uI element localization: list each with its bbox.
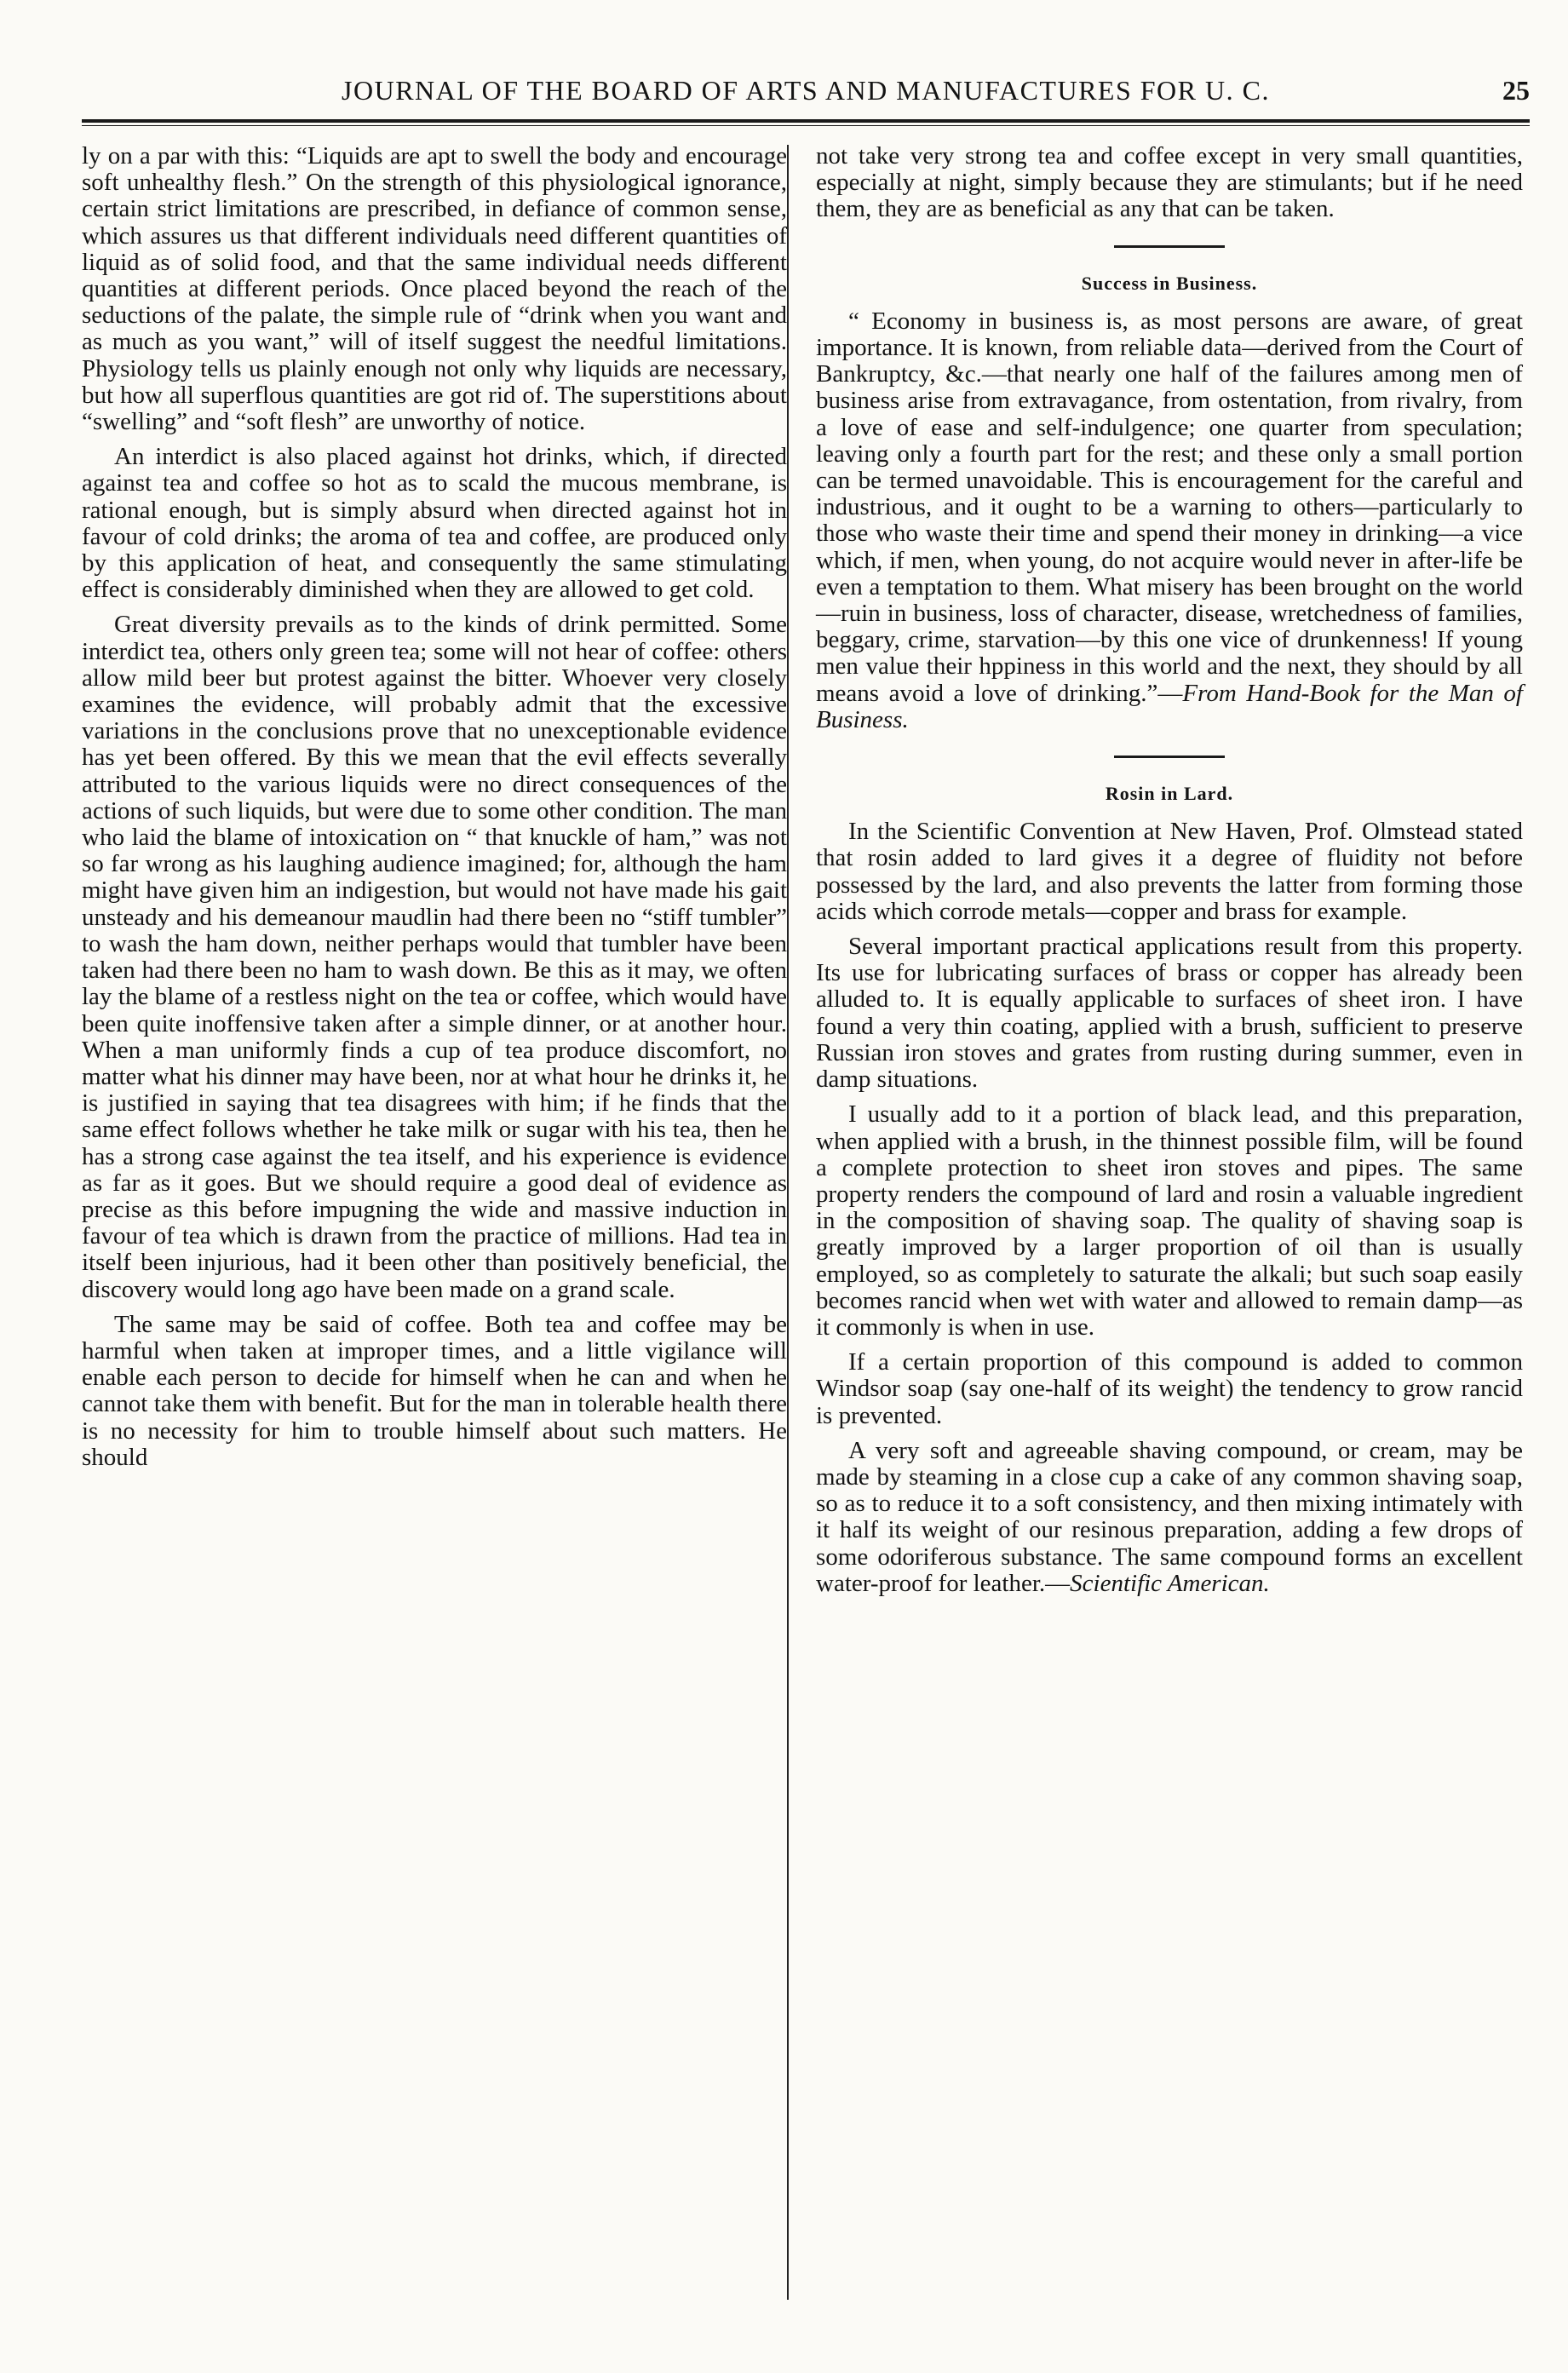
section-heading-success-in-business: Success in Business. <box>1081 272 1258 294</box>
paragraph: If a certain proportion of this compound is added to common Windsor soap (say one-half of its weight) the tendency to grow rancid is prevented. <box>816 1348 1523 1429</box>
right-column <box>816 143 1523 1606</box>
paragraph: In the Scientific Convention at New Haven, Prof. Olmstead stated that rosin added to lard gives it a degree of fluidity not before possessed by the lard, and also prevents the latter from forming those acids which corrode metals—copper and brass for example. <box>816 818 1523 925</box>
section-rule <box>1114 756 1225 758</box>
source-citation: Scientific American. <box>1070 1569 1270 1597</box>
paragraph-continuation: not take very strong tea and coffee except in very small quantities, especially at night, simply because they are stimulants; but if he need them, they are as beneficial as any that can be taken. <box>816 142 1523 223</box>
paragraph-text: A very soft and agreeable shaving compound, or cream, may be made by steaming in a close cup a cake of any common shaving soap, so as to reduce it to a soft consistency, and then mixing intimately with it half its weight of our resinous preparation, adding a few drops of some odoriferous substance. The same compound forms an excellent water-proof for leather.— <box>816 1436 1523 1597</box>
section-heading-rosin-in-lard: Rosin in Lard. <box>1105 783 1234 805</box>
paragraph <box>816 308 1523 733</box>
left-column <box>82 143 787 1480</box>
paragraph: Great diversity prevails as to the kinds of drink permitted. Some interdict tea, others only green tea; some will not hear of coffee: others allow mild beer but protest against the bitter. Whoever very closely examines the evidence, will probably admit that the excessive variations in the conclusions prove that no unexceptionable evidence has yet been offered. By this we mean that the evil effects severally attributed to the various liquids were no direct consequences of the actions of such liquids, but were due to some other condition. The man who laid the blame of intoxication on “ that knuckle of ham,” was not so far wrong as his laughing audience imagined; for, although the ham might have given him an indigestion, but would not have made his gait unsteady and his demeanour maudlin had there been no “stiff tumbler” to wash the ham down, neither perhaps would that tumbler have been taken had there been no ham to wash down. Be this as it may, we often lay the blame of a restless night on the tea or coffee, which would have been quite inoffensive taken after a simple dinner, or at another hour. When a man uniformly finds a cup of tea produce discomfort, no matter what his dinner may have been, nor at what hour he drinks it, he is justified in saying that tea disagrees with him; if he finds that the same effect follows whether he take milk or sugar with his tea, then he has a strong case against the tea itself, and his experience is evidence as far as it goes. But we should require a good deal of evidence as precise as this before impugning the wide and massive induction in favour of tea which is drawn from the practice of millions. Had tea in itself been injurious, had it been other than positively beneficial, the discovery would long ago have been made on a grand scale. <box>82 611 787 1303</box>
paragraph-text: “ Economy in business is, as most persons are aware, of great importance. It is known, from reliable data—derived from the Court of Bankruptcy, &c.—that nearly one half of the failures among men of business arise from extravagance, from ostentation, from rivalry, from a love of ease and self-indulgence; one quarter from speculation; leaving only a fourth part for the rest; and these only a small portion can be termed unavoidable. This is encouragement for the careful and industrious, and it ought to be a warning to others—particularly to those who waste their time and spend their money in drinking—a vice which, if men, when young, do not acquire would never in after-life be even a temptation to them. What misery has been brought on the world—ruin in business, loss of character, disease, wretchedness of families, beggary, crime, starvation—by this one vice of drunkenness! If young men value their hppiness in this world and the next, they should by all means avoid a love of drinking.”— <box>816 307 1523 707</box>
paragraph: An interdict is also placed against hot drinks, which, if directed against tea and coffee so hot as to scald the mucous membrane, is rational enough, but is simply absurd when directed against hot in favour of cold drinks; the aroma of tea and coffee, are produced only by this application of heat, and consequently the same stimulating effect is considerably diminished when they are allowed to get cold. <box>82 443 787 604</box>
header-rule <box>82 119 1530 123</box>
paragraph: Several important practical applications result from this property. Its use for lubricating surfaces of brass or copper has already been alluded to. It is equally applicable to surfaces of sheet iron. I have found a very thin coating, applied with a brush, sufficient to preserve Russian iron stoves and grates from rusting during summer, even in damp situations. <box>816 933 1523 1094</box>
header-rule-thin <box>82 125 1530 126</box>
paragraph: I usually add to it a portion of black lead, and this preparation, when applied with a brush, in the thinnest possible film, will be found a complete protection to sheet iron stoves and pipes. The same property renders the compound of lard and rosin a valuable ingredient in the composition of shaving soap. The quality of shaving soap is greatly improved by a larger proportion of oil than is usually employed, so as completely to saturate the alkali; but such soap easily becomes rancid when wet with water and allowed to remain damp—as it commonly is when in use. <box>816 1100 1523 1341</box>
paragraph-continuation: ly on a par with this: “Liquids are apt to swell the body and encourage soft unhealthy flesh.” On the strength of this physiological ignorance, certain strict limitations are prescribed, in defiance of common sense, which assures us that different individuals need different quantities of liquid as of solid food, and that the same individual needs different quantities at different periods. Once placed beyond the reach of the seductions of the palate, the simple rule of “drink when you want and as much as you want,” will of itself suggest the needful limitations. Physiology tells us plainly enough not only why liquids are necessary, but how all superflous quantities are got rid of. The superstitions about “swelling” and “soft flesh” are unworthy of notice. <box>82 142 787 436</box>
page-number: 25 <box>1502 75 1530 106</box>
column-divider <box>787 145 789 2300</box>
source-citation: From Hand-Book for the Man of Business. <box>816 679 1523 733</box>
paragraph: The same may be said of coffee. Both tea and coffee may be harmful when taken at improper times, and a little vigilance will enable each person to decide for himself when he can and when he cannot take them with benefit. But for the man in tolerable health there is no necessity for him to trouble himself about such matters. He should <box>82 1310 787 1471</box>
section-rule <box>1114 245 1225 248</box>
paragraph <box>816 1438 1523 1597</box>
running-header <box>82 75 1530 118</box>
journal-title: JOURNAL OF THE BOARD OF ARTS AND MANUFACTURES FOR U. C. <box>342 75 1270 106</box>
